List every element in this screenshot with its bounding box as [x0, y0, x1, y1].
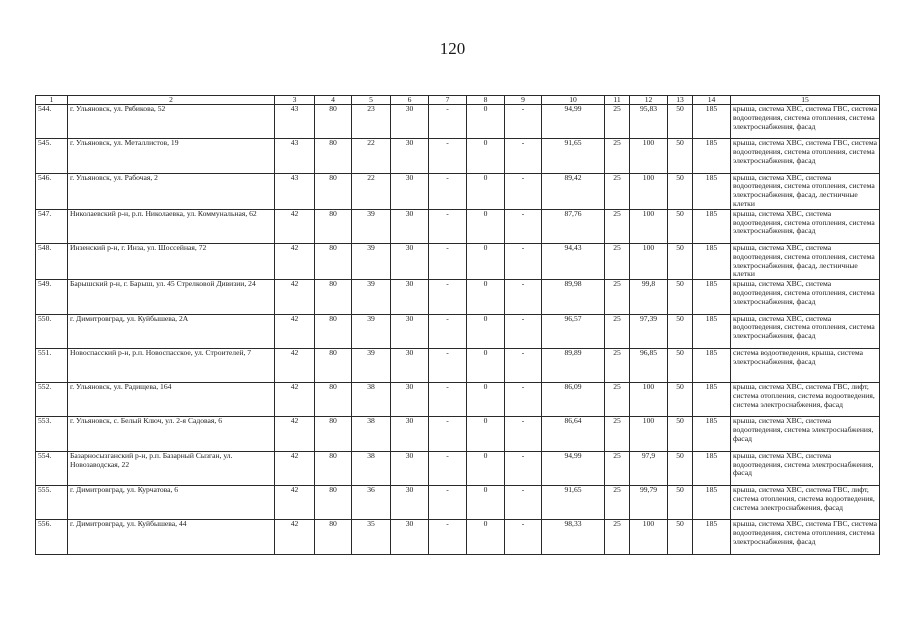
value-cell: 0: [467, 280, 505, 314]
value-cell: 42: [275, 417, 315, 451]
value-cell: 50: [668, 383, 693, 417]
value-cell: 185: [693, 173, 731, 209]
row-number: 553.: [36, 417, 68, 451]
row-number: 549.: [36, 280, 68, 314]
value-cell: 43: [275, 173, 315, 209]
value-cell: 86,64: [542, 417, 605, 451]
address-cell: Барышский р-н, г. Барыш, ул. 45 Стрелковой Дивизии, 24: [68, 280, 275, 314]
value-cell: 30: [391, 209, 429, 243]
value-cell: 35: [352, 520, 391, 554]
value-cell: -: [429, 383, 467, 417]
address-cell: г. Димитровград, ул. Курчатова, 6: [68, 486, 275, 520]
row-number: 548.: [36, 244, 68, 280]
value-cell: 38: [352, 417, 391, 451]
value-cell: 30: [391, 383, 429, 417]
table-row: [36, 139, 880, 173]
value-cell: 25: [605, 314, 630, 348]
value-cell: 42: [275, 209, 315, 243]
value-cell: 80: [315, 348, 352, 382]
value-cell: 42: [275, 314, 315, 348]
value-cell: 100: [630, 209, 668, 243]
value-cell: 80: [315, 383, 352, 417]
value-cell: 99,79: [630, 486, 668, 520]
value-cell: 80: [315, 520, 352, 554]
value-cell: 30: [391, 173, 429, 209]
value-cell: 185: [693, 451, 731, 485]
table-row: [36, 520, 880, 554]
row-number: 552.: [36, 383, 68, 417]
value-cell: 0: [467, 486, 505, 520]
column-header: 8: [467, 96, 505, 105]
column-header: 2: [68, 96, 275, 105]
row-number: 555.: [36, 486, 68, 520]
works-cell: крыша, система ХВС, система водоотведения, система отопления, система электроснабжения, фасад: [731, 314, 880, 348]
value-cell: -: [505, 451, 542, 485]
row-number: 547.: [36, 209, 68, 243]
value-cell: 185: [693, 244, 731, 280]
value-cell: 80: [315, 173, 352, 209]
value-cell: -: [429, 244, 467, 280]
value-cell: 185: [693, 348, 731, 382]
value-cell: 94,43: [542, 244, 605, 280]
works-cell: крыша, система ХВС, система водоотведения, система отопления, система электроснабжения, фасад, лестничные клетки: [731, 244, 880, 280]
value-cell: 185: [693, 105, 731, 139]
table-row: [36, 486, 880, 520]
value-cell: 0: [467, 105, 505, 139]
row-number: 554.: [36, 451, 68, 485]
address-cell: г. Ульяновск, ул. Рябикова, 52: [68, 105, 275, 139]
value-cell: 30: [391, 139, 429, 173]
value-cell: -: [429, 209, 467, 243]
works-cell: система водоотведения, крыша, система электроснабжения, фасад: [731, 348, 880, 382]
value-cell: 42: [275, 486, 315, 520]
address-cell: Базарносызганский р-н, р.п. Базарный Сызган, ул. Новозаводская, 22: [68, 451, 275, 485]
value-cell: 80: [315, 209, 352, 243]
value-cell: 100: [630, 383, 668, 417]
address-cell: г. Ульяновск, ул. Радищева, 164: [68, 383, 275, 417]
value-cell: -: [505, 383, 542, 417]
value-cell: 80: [315, 486, 352, 520]
value-cell: 50: [668, 417, 693, 451]
value-cell: 89,42: [542, 173, 605, 209]
value-cell: 0: [467, 244, 505, 280]
address-cell: г. Димитровград, ул. Куйбышева, 2А: [68, 314, 275, 348]
value-cell: 91,65: [542, 139, 605, 173]
table-row: [36, 314, 880, 348]
value-cell: 50: [668, 451, 693, 485]
value-cell: 0: [467, 209, 505, 243]
value-cell: -: [429, 348, 467, 382]
value-cell: 39: [352, 348, 391, 382]
value-cell: -: [505, 314, 542, 348]
value-cell: -: [429, 139, 467, 173]
table-row: [36, 348, 880, 382]
row-number: 556.: [36, 520, 68, 554]
value-cell: 25: [605, 486, 630, 520]
value-cell: 30: [391, 244, 429, 280]
value-cell: 0: [467, 348, 505, 382]
page-number: 120: [439, 39, 466, 58]
table-row: [36, 244, 880, 280]
value-cell: 100: [630, 417, 668, 451]
value-cell: -: [505, 348, 542, 382]
works-cell: крыша, система ХВС, система ГВС, система водоотведения, система отопления, система электроснабжения, фасад: [731, 139, 880, 173]
column-header: 9: [505, 96, 542, 105]
value-cell: 42: [275, 383, 315, 417]
value-cell: 95,83: [630, 105, 668, 139]
value-cell: 22: [352, 139, 391, 173]
value-cell: 185: [693, 383, 731, 417]
value-cell: 42: [275, 244, 315, 280]
row-number: 546.: [36, 173, 68, 209]
value-cell: -: [505, 105, 542, 139]
value-cell: 25: [605, 139, 630, 173]
value-cell: 91,65: [542, 486, 605, 520]
address-cell: г. Ульяновск, ул. Рабочая, 2: [68, 173, 275, 209]
table-row: [36, 451, 880, 485]
value-cell: 99,8: [630, 280, 668, 314]
value-cell: 80: [315, 244, 352, 280]
value-cell: 185: [693, 486, 731, 520]
works-cell: крыша, система ХВС, система водоотведения, система отопления, система электроснабжения, фасад: [731, 209, 880, 243]
value-cell: 185: [693, 209, 731, 243]
value-cell: 185: [693, 520, 731, 554]
value-cell: 50: [668, 105, 693, 139]
value-cell: 89,98: [542, 280, 605, 314]
value-cell: 50: [668, 209, 693, 243]
value-cell: 42: [275, 520, 315, 554]
table-row: [36, 417, 880, 451]
works-cell: крыша, система ХВС, система водоотведения, система электроснабжения, фасад: [731, 451, 880, 485]
address-cell: г. Ульяновск, с. Белый Ключ, ул. 2-я Садовая, 6: [68, 417, 275, 451]
address-cell: г. Димитровград, ул. Куйбышева, 44: [68, 520, 275, 554]
value-cell: 50: [668, 244, 693, 280]
works-cell: крыша, система ХВС, система водоотведения, система отопления, система электроснабжения, фасад, лестничные клетки: [731, 173, 880, 209]
value-cell: 30: [391, 451, 429, 485]
column-header: 5: [352, 96, 391, 105]
value-cell: -: [505, 520, 542, 554]
value-cell: 96,57: [542, 314, 605, 348]
value-cell: 80: [315, 451, 352, 485]
value-cell: 39: [352, 244, 391, 280]
column-header: 15: [731, 96, 880, 105]
value-cell: 30: [391, 280, 429, 314]
address-cell: Новоспасский р-н, р.п. Новоспасское, ул. Строителей, 7: [68, 348, 275, 382]
value-cell: 39: [352, 209, 391, 243]
value-cell: 30: [391, 348, 429, 382]
column-header: 13: [668, 96, 693, 105]
value-cell: 185: [693, 417, 731, 451]
header-row: [36, 96, 880, 105]
value-cell: 96,85: [630, 348, 668, 382]
value-cell: -: [429, 173, 467, 209]
value-cell: -: [505, 139, 542, 173]
value-cell: 42: [275, 348, 315, 382]
value-cell: 42: [275, 451, 315, 485]
value-cell: 38: [352, 451, 391, 485]
value-cell: 94,99: [542, 451, 605, 485]
column-header: 3: [275, 96, 315, 105]
value-cell: 100: [630, 244, 668, 280]
value-cell: -: [429, 314, 467, 348]
value-cell: 97,39: [630, 314, 668, 348]
value-cell: 100: [630, 173, 668, 209]
value-cell: 38: [352, 383, 391, 417]
column-header: 14: [693, 96, 731, 105]
value-cell: 25: [605, 280, 630, 314]
value-cell: 25: [605, 520, 630, 554]
value-cell: 50: [668, 139, 693, 173]
column-header: 12: [630, 96, 668, 105]
value-cell: 185: [693, 280, 731, 314]
column-header: 6: [391, 96, 429, 105]
column-header: 4: [315, 96, 352, 105]
row-number: 545.: [36, 139, 68, 173]
value-cell: 36: [352, 486, 391, 520]
value-cell: 86,09: [542, 383, 605, 417]
value-cell: 25: [605, 451, 630, 485]
value-cell: 30: [391, 486, 429, 520]
value-cell: 185: [693, 314, 731, 348]
value-cell: 23: [352, 105, 391, 139]
value-cell: 25: [605, 173, 630, 209]
value-cell: 100: [630, 520, 668, 554]
value-cell: -: [429, 520, 467, 554]
column-header: 11: [605, 96, 630, 105]
works-cell: крыша, система ХВС, система водоотведения, система отопления, система электроснабжения, фасад: [731, 280, 880, 314]
value-cell: 25: [605, 383, 630, 417]
address-cell: г. Ульяновск, ул. Металлистов, 19: [68, 139, 275, 173]
value-cell: 39: [352, 280, 391, 314]
value-cell: 100: [630, 139, 668, 173]
value-cell: 89,89: [542, 348, 605, 382]
value-cell: 0: [467, 383, 505, 417]
value-cell: 0: [467, 314, 505, 348]
works-cell: крыша, система ХВС, система ГВС, лифт, система отопления, система водоотведения, система электроснабжения, фасад: [731, 486, 880, 520]
works-cell: крыша, система ХВС, система водоотведения, система электроснабжения, фасад: [731, 417, 880, 451]
value-cell: 50: [668, 486, 693, 520]
value-cell: 25: [605, 417, 630, 451]
value-cell: 43: [275, 105, 315, 139]
works-cell: крыша, система ХВС, система ГВС, система водоотведения, система отопления, система электроснабжения, фасад: [731, 520, 880, 554]
works-cell: крыша, система ХВС, система ГВС, система водоотведения, система отопления, система электроснабжения, фасад: [731, 105, 880, 139]
works-cell: крыша, система ХВС, система ГВС, лифт, система отопления, система водоотведения, система электроснабжения, фасад: [731, 383, 880, 417]
address-cell: Николаевский р-н, р.п. Николаевка, ул. Коммунальная, 62: [68, 209, 275, 243]
value-cell: 0: [467, 451, 505, 485]
value-cell: 50: [668, 348, 693, 382]
value-cell: -: [505, 173, 542, 209]
value-cell: 80: [315, 314, 352, 348]
column-header: 10: [542, 96, 605, 105]
value-cell: 22: [352, 173, 391, 209]
value-cell: -: [429, 451, 467, 485]
value-cell: 30: [391, 314, 429, 348]
value-cell: 80: [315, 417, 352, 451]
registry-table: [35, 95, 880, 555]
value-cell: 25: [605, 209, 630, 243]
value-cell: 0: [467, 520, 505, 554]
row-number: 550.: [36, 314, 68, 348]
value-cell: -: [505, 244, 542, 280]
table-row: [36, 173, 880, 209]
address-cell: Инзенский р-н, г. Инза, ул. Шоссейная, 72: [68, 244, 275, 280]
value-cell: 97,9: [630, 451, 668, 485]
value-cell: 43: [275, 139, 315, 173]
value-cell: 50: [668, 314, 693, 348]
value-cell: -: [505, 209, 542, 243]
value-cell: 50: [668, 280, 693, 314]
value-cell: 0: [467, 173, 505, 209]
table-row: [36, 105, 880, 139]
value-cell: 25: [605, 348, 630, 382]
value-cell: -: [429, 417, 467, 451]
row-number: 544.: [36, 105, 68, 139]
value-cell: 30: [391, 105, 429, 139]
value-cell: 30: [391, 520, 429, 554]
value-cell: -: [429, 105, 467, 139]
value-cell: 80: [315, 139, 352, 173]
value-cell: 87,76: [542, 209, 605, 243]
table-row: [36, 209, 880, 243]
value-cell: 42: [275, 280, 315, 314]
value-cell: -: [505, 486, 542, 520]
value-cell: 94,99: [542, 105, 605, 139]
table-row: [36, 383, 880, 417]
table-body: [36, 105, 880, 555]
column-header: 7: [429, 96, 467, 105]
value-cell: 25: [605, 105, 630, 139]
value-cell: 50: [668, 173, 693, 209]
value-cell: 80: [315, 105, 352, 139]
value-cell: -: [505, 417, 542, 451]
value-cell: 0: [467, 417, 505, 451]
value-cell: -: [429, 486, 467, 520]
value-cell: 25: [605, 244, 630, 280]
value-cell: 80: [315, 280, 352, 314]
table-row: [36, 280, 880, 314]
value-cell: 98,33: [542, 520, 605, 554]
value-cell: 185: [693, 139, 731, 173]
value-cell: 50: [668, 520, 693, 554]
value-cell: 39: [352, 314, 391, 348]
value-cell: -: [505, 280, 542, 314]
row-number: 551.: [36, 348, 68, 382]
value-cell: 30: [391, 417, 429, 451]
value-cell: 0: [467, 139, 505, 173]
column-header: 1: [36, 96, 68, 105]
value-cell: -: [429, 280, 467, 314]
